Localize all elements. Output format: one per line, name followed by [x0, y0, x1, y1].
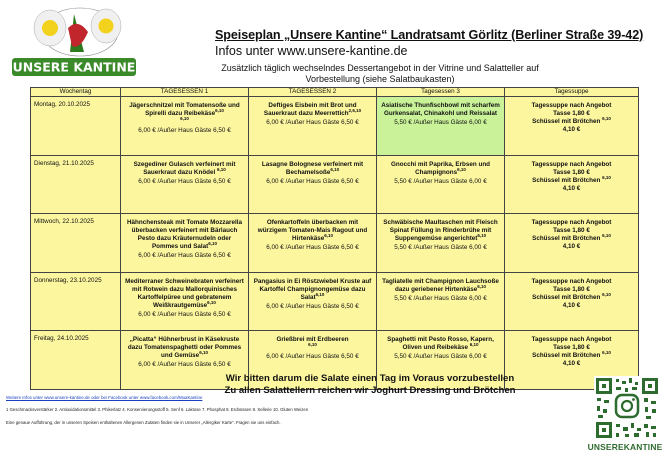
additive-codes: 6,10 [215, 107, 224, 113]
meal-price: 5,50 € /Außer Haus Gäste 6,00 € [394, 353, 487, 361]
meal2-cell [249, 97, 377, 156]
soup-bowl: Schüssel mit Brötchen [532, 118, 601, 125]
meal-name: Deftiges Eisbein mit Brot und Sauerkraut dazu Meerrettich [263, 102, 357, 117]
soup-cup-price: Tasse 1,80 € [553, 285, 590, 293]
additive-codes: 6,10 [324, 233, 333, 239]
soup-bowl-price: 4,10 € [562, 360, 581, 368]
soup-name: Tagessuppe nach Angebot [531, 160, 612, 168]
dessert-info [160, 63, 600, 85]
soup-cup-price: Tasse 1,80 € [553, 168, 590, 176]
soup-name: Tagessuppe nach Angebot [531, 336, 612, 344]
meal-price: 6,00 € /Außer Haus Gäste 6,50 € [266, 302, 359, 310]
additive-codes: 6,10 [330, 166, 340, 172]
meal1-cell [121, 97, 249, 156]
soup-cell [505, 214, 639, 273]
additive-codes: 6,10 [308, 342, 317, 348]
meal2-cell [249, 214, 377, 273]
weekday-cell: Dienstag, 21.10.2025 [31, 155, 121, 214]
meal-price: 6,00 € /Außer Haus Gäste 6,50 € [266, 244, 359, 252]
qr-caption: UNSEREKANTINE [587, 442, 663, 452]
soup-cup-price: Tasse 1,80 € [553, 227, 590, 235]
meal-name: Szegediner Gulasch verfeinert mit Sauerkraut dazu Knödel [133, 160, 236, 176]
additive-codes: 6,10 [217, 166, 226, 172]
soup-bowl-price: 4,10 € [562, 184, 581, 192]
meal-price: 6,00 € /Außer Haus Gäste 6,50 € [266, 353, 359, 361]
dessert-info-line2: Vorbestellung (siehe Salatbaukasten) [305, 74, 455, 84]
meal-name: Pangasius in Ei Röstzwiebel Kruste auf Kartoffel Champignongemüse dazu Salat [253, 277, 372, 301]
soup-cup-price: Tasse 1,80 € [553, 110, 590, 117]
soup-name: Tagessuppe nach Angebot [531, 219, 612, 227]
column-header-soup: Tagessuppe [505, 88, 639, 97]
column-header-meal2: TAGESESSEN 2 [249, 88, 377, 97]
soup-cell [505, 97, 639, 156]
additive-codes: 2,6,10 [348, 107, 362, 113]
website-facebook-link[interactable]: Weitere Infos unter www.unsere-kantine.de oder bei Facebook unter www.facebook.com/MuaKantine [6, 395, 203, 400]
meal3-cell [377, 272, 505, 331]
instagram-icon [616, 395, 638, 417]
soup-bowl-price: 4,10 € [562, 243, 581, 251]
additive-codes: 6,10 [602, 115, 611, 121]
weekday-cell: Mittwoch, 22.10.2025 [31, 214, 121, 273]
meal3-cell [377, 97, 505, 156]
additive-codes: 6,10 [208, 241, 218, 247]
soup-cell [505, 155, 639, 214]
additive-codes: 6,10 [469, 342, 479, 348]
meal-name: „Picatta“ Hühnerbrust in Käsekruste dazu Tomatenspaghetti oder Pommes und Gemüse [127, 336, 242, 360]
soup-bowl: Schüssel mit Brötchen [532, 352, 601, 360]
weekday-cell: Donnerstag, 23.10.2025 [31, 272, 121, 331]
meal-name: Asiatische Thunfischbowl mit scharfem Gurkensalat, Chinakohl und Reissalat [381, 102, 500, 117]
table-row [31, 272, 639, 331]
meal-name: Tagliatelle mit Champignon Lauchsoße dazu geriebener Hirtenkäse [382, 277, 499, 293]
meal-name: Grießbrei mit Erdbeeren [276, 336, 349, 344]
soup-bowl-price: 4,10 € [562, 126, 581, 133]
soup-name: Tagessuppe nach Angebot [531, 277, 612, 285]
dressing-notice: Zu allen Salattellern reichen wir Joghurt Dressing und Brötchen [224, 385, 516, 396]
additive-codes: 6,10 [477, 283, 486, 289]
additive-codes: 6,10 [477, 233, 487, 239]
additive-codes: 6,10 [602, 350, 611, 356]
soup-bowl-price: 4,10 € [562, 301, 581, 309]
additives-legend: 1 Geschmacksverstärker 2. Antioxidationsmittel 3. Phikerlatz 4. Konservierungsstoff 5. Senf 6. Laktose 7. Phosphat 8. Erdnüssen 9. Sellerie 10. Gluten Weizen [6, 407, 309, 412]
logo-text: UNSERE KANTINE [12, 59, 136, 75]
meal-price: 6,00 € /Außer Haus Gäste 6,50 € [138, 252, 231, 260]
additive-codes: 6,10 [602, 291, 611, 297]
meal-name: Gnocchi mit Paprika, Erbsen und Champignons [390, 160, 491, 176]
soup-bowl: Schüssel mit Brötchen [532, 235, 601, 243]
weekday-cell: Montag, 20.10.2025 [31, 97, 121, 156]
column-header-meal3: Tagesessen 3 [377, 88, 505, 97]
meal-price: 5,50 € /Außer Haus Gäste 6,00 € [394, 177, 487, 185]
kantine-logo [8, 2, 140, 84]
meal-price: 6,00 € /Außer Haus Gäste 6,50 € [138, 361, 231, 369]
menu-table [30, 87, 639, 390]
website-info: Infos unter www.unsere-kantine.de [215, 44, 408, 58]
additive-codes: 6,10 [457, 166, 466, 172]
meal-price: 6,00 € /Außer Haus Gäste 6,50 € [138, 310, 231, 318]
column-header-meal1: TAGESESSEN 1 [121, 88, 249, 97]
meal-name: Jägerschnitzel mit Tomatensoße und Spirelli dazu Reibekäse [129, 102, 240, 117]
meal-name: Spaghetti mit Pesto Rosso, Kapern, Oliven und Reibekäse [387, 336, 494, 352]
soup-cell [505, 272, 639, 331]
soup-bowl: Schüssel mit Brötchen [532, 176, 601, 184]
meal-name: Lasagne Bolognese verfeinert mit Bechamelsoße [261, 160, 364, 176]
meal3-cell [377, 155, 505, 214]
meal-price: 5,50 € /Außer Haus Gäste 6,00 € [394, 119, 487, 126]
additive-codes: 6,10 [315, 291, 325, 297]
meal-name: Mediterraner Schweinebraten verfeinert mit Rotwein dazu Mallorquinisches Kartoffelpüree und gebratenem Weißkrautgemüse [125, 277, 244, 309]
soup-name: Tagessuppe nach Angebot [531, 102, 612, 109]
meal-price: 6,00 € /Außer Haus Gäste 6,50 € [266, 177, 359, 185]
page-title: Speiseplan „Unsere Kantine“ Landratsamt Görlitz (Berliner Straße 39-42) [215, 28, 644, 42]
additive-codes: 6,10 [199, 350, 208, 356]
dessert-info-line1: Zusätzlich täglich wechselndes Dessertangebot in der Vitrine und Salatteller auf [221, 63, 539, 73]
meal1-cell [121, 214, 249, 273]
additive-codes: 6,10 [602, 233, 611, 239]
allergens-notice: Eine genaue Aufführung, der in unseren Speisen enthaltenen Allergenen Zutaten finden sie in Unserer „Allergiker Karte“. Fragen sie uns einfach. [6, 420, 281, 425]
meal-price: 5,50 € /Außer Haus Gäste 6,00 € [394, 294, 487, 302]
table-header-row [31, 88, 639, 97]
meal1-cell [121, 272, 249, 331]
meal1-cell [121, 155, 249, 214]
meal-price: 6,00 € /Außer Haus Gäste 6,50 € [266, 119, 359, 126]
meal-price: 5,50 € /Außer Haus Gäste 6,00 € [394, 244, 487, 252]
weekday-cell: Freitag, 24.10.2025 [31, 331, 121, 390]
meal2-cell [249, 272, 377, 331]
meal-name: Schwäbische Maultaschen mit Fleisch Spinat Füllung in Rinderbrühe mit Suppengemüse angerichtet [383, 219, 498, 243]
instagram-qr-code[interactable] [594, 376, 660, 440]
meal-price: 6,00 € /Außer Haus Gäste 6,50 € [138, 127, 231, 134]
table-row [31, 214, 639, 273]
meal-name: Hähnchensteak mit Tomate Mozzarella überbacken verfeinert mit Bärlauch Pesto dazu Kräuternudeln oder Pommes und Salat [126, 219, 242, 251]
soup-cup-price: Tasse 1,80 € [553, 344, 590, 352]
additive-codes: 6,10 [602, 174, 611, 180]
soup-bowl: Schüssel mit Brötchen [532, 293, 601, 301]
meal3-cell [377, 214, 505, 273]
meal-price: 6,00 € /Außer Haus Gäste 6,50 € [138, 177, 231, 185]
additive-codes-extra: 6,10 [180, 115, 189, 121]
table-row [31, 155, 639, 214]
meal2-cell [249, 155, 377, 214]
preorder-notice: Wir bitten darum die Salate einen Tag im Voraus vorzubestellen [225, 373, 515, 384]
table-row [31, 97, 639, 156]
column-header-weekday: Wochentag [31, 88, 121, 97]
additive-codes: 6,10 [207, 299, 216, 305]
meal-name: Ofenkartoffeln überbacken mit würzigem Tomaten-Mais Ragout und Hirtenkäse [257, 219, 368, 243]
